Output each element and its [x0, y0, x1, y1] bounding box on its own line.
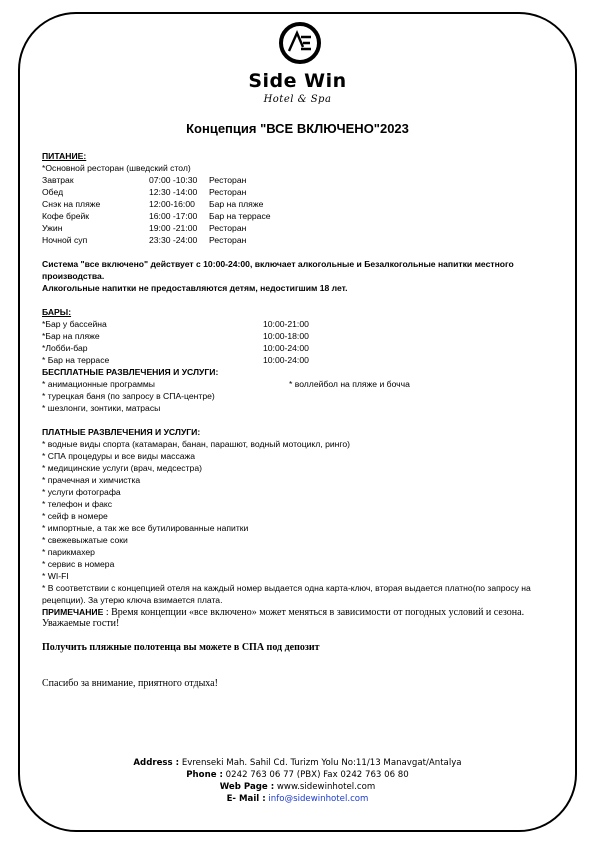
meal-name: Кофе брейк [42, 211, 90, 221]
meal-time: 07:00 -10:30 [149, 175, 198, 185]
paid-item: * свежевыжатые соки [42, 535, 128, 545]
free-item: * турецкая баня (по запросу в СПА-центре) [42, 391, 215, 401]
paid-item: рецепции). За утерю ключа взимается плата. [42, 595, 223, 605]
logo [260, 20, 340, 66]
bar-name: * Бар на террасе [42, 355, 110, 365]
meal-name: Ужин [42, 223, 63, 233]
note-text: : Время концепции «все включено» может меняться в зависимости от погодных условий и сезона. [103, 607, 525, 618]
meal-place: Ресторан [209, 235, 247, 245]
meal-time: 12:30 -14:00 [149, 187, 198, 197]
note [42, 606, 567, 618]
paid-heading: ПЛАТНЫЕ РАЗВЛЕЧЕНИЯ И УСЛУГИ: [42, 427, 201, 437]
paid-item: * прачечная и химчистка [42, 475, 141, 485]
note-greeting: Уважаемые гости! [42, 618, 120, 629]
system-line-3: Алкогольные напитки не предоставляются детям, недостигшим 18 лет. [42, 283, 348, 293]
page-title: Концепция "ВСЕ ВКЛЮЧЕНО"2023 [186, 121, 409, 136]
food-schedule [42, 174, 567, 246]
towels-note: Получить пляжные полотенца вы можете в СПА под депозит [42, 642, 320, 653]
paid-item: * В соответствии с концепцией отеля на каждый номер выдается одна карта-ключ, вторая выдается платно(по запросу на [42, 583, 531, 593]
bar-row [42, 318, 567, 330]
meal-time: 23:30 -24:00 [149, 235, 198, 245]
bars-schedule [42, 318, 567, 366]
free-item-volleyball: * воллейбол на пляже и бочча [289, 379, 410, 389]
footer-mail [0, 793, 595, 805]
meal-name: Обед [42, 187, 64, 197]
phone-value: 0242 763 06 77 (PBX) Fax 0242 763 06 80 [222, 770, 409, 780]
system-line-2: производства. [42, 271, 105, 281]
food-heading: ПИТАНИЕ: [42, 151, 87, 161]
meal-place: Бар на террасе [209, 211, 271, 221]
paid-list [42, 438, 567, 606]
address-label: Address : [133, 758, 180, 768]
food-row [42, 234, 567, 246]
footer [0, 757, 595, 805]
meal-place: Ресторан [209, 223, 247, 233]
free-heading: БЕСПЛАТНЫЕ РАЗВЛЕЧЕНИЯ И УСЛУГИ: [42, 367, 219, 377]
brand-name: Side Win [248, 70, 347, 92]
bar-hours: 10:00-21:00 [263, 319, 309, 329]
mail-link[interactable]: info@sidewinhotel.com [265, 794, 369, 804]
bar-hours: 10:00-24:00 [263, 355, 309, 365]
thanks-text: Спасибо за внимание, приятного отдыха! [42, 678, 218, 689]
bar-row [42, 354, 567, 366]
bar-name: *Бар на пляже [42, 331, 100, 341]
content [42, 150, 567, 690]
meal-time: 19:00 -21:00 [149, 223, 198, 233]
paid-item: * WI-FI [42, 571, 69, 581]
food-row [42, 222, 567, 234]
brand-subtitle: Hotel & Spa [263, 94, 332, 105]
paid-item: * импортные, а так же все бутилированные напитки [42, 523, 249, 533]
footer-phone [0, 769, 595, 781]
food-row [42, 198, 567, 210]
footer-address [0, 757, 595, 769]
paid-item: * парикмахер [42, 547, 95, 557]
bar-row [42, 330, 567, 342]
mail-label: E- Mail : [226, 794, 266, 804]
bar-row [42, 342, 567, 354]
paid-item: * услуги фотографа [42, 487, 121, 497]
bar-name: *Бар у бассейна [42, 319, 107, 329]
meal-place: Бар на пляже [209, 199, 264, 209]
food-intro: *Основной ресторан (шведский стол) [42, 163, 191, 173]
free-row-1 [42, 378, 567, 390]
web-link[interactable]: www.sidewinhotel.com [274, 782, 376, 792]
meal-time: 16:00 -17:00 [149, 211, 198, 221]
food-row [42, 174, 567, 186]
paid-item: * водные виды спорта (катамаран, банан, парашют, водный мотоцикл, ринго) [42, 439, 350, 449]
free-list [42, 390, 567, 414]
meal-name: Снэк на пляже [42, 199, 101, 209]
paid-item: * медицинские услуги (врач, медсестра) [42, 463, 202, 473]
food-row [42, 210, 567, 222]
bar-name: *Лобби-бар [42, 343, 88, 353]
food-row [42, 186, 567, 198]
paid-item: * телефон и факс [42, 499, 113, 509]
paid-item: * сервис в номера [42, 559, 115, 569]
paid-item: * СПА процедуры и все виды массажа [42, 451, 196, 461]
bar-hours: 10:00-18:00 [263, 331, 309, 341]
paid-item: * сейф в номере [42, 511, 108, 521]
phone-label: Phone : [186, 770, 223, 780]
meal-name: Завтрак [42, 175, 74, 185]
free-item-animation: * анимационные программы [42, 379, 155, 389]
hotel-logo-icon [277, 20, 323, 66]
web-label: Web Page : [219, 782, 275, 792]
meal-time: 12:00-16:00 [149, 199, 195, 209]
bar-hours: 10:00-24:00 [263, 343, 309, 353]
address-value: Evrenseki Mah. Sahil Cd. Turizm Yolu No:11/13 Manavgat/Antalya [179, 758, 462, 768]
meal-name: Ночной суп [42, 235, 88, 245]
footer-web [0, 781, 595, 793]
free-item: * шезлонги, зонтики, матрасы [42, 403, 161, 413]
bars-heading: БАРЫ: [42, 307, 72, 317]
meal-place: Ресторан [209, 187, 247, 197]
meal-place: Ресторан [209, 175, 247, 185]
system-line-1: Система "все включено" действует с 10:00-24:00, включает алкогольные и Безалкогольные напитки местного [42, 259, 514, 269]
note-label: ПРИМЕЧАНИЕ [42, 607, 104, 617]
